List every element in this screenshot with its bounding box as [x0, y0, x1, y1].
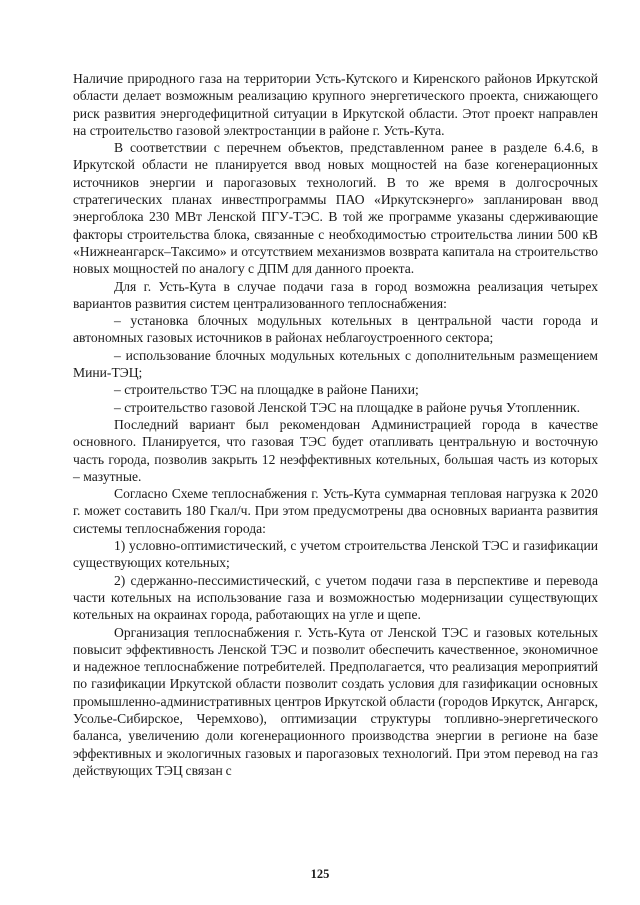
list-item-variant-1: – установка блочных модульных котельных в центральной части города и автономных газовых источников в районах неблагоустроенного сектора; — [73, 313, 598, 346]
list-item-variant-4: – строительство газовой Ленской ТЭС на площадке в районе ручья Утопленник. — [114, 399, 581, 415]
list-item-option-1: 1) условно-оптимистический, с учетом строительства Ленской ТЭС и газификации существующих котельных; — [73, 538, 598, 571]
paragraph-organization: Организация теплоснабжения г. Усть-Кута от Ленской ТЭС и газовых котельных повысит эффективность Ленской ТЭС и позволит обеспечить качественное, экономичное и надежное теплоснабжение потребителей. Предполагается, что реализация мероприятий по газификации Иркутской области позволит создать условия для газификации основных промышленно-административных центров Иркутской области (городов Иркутск, Ангарск, Усолье-Сибирское, Черемхово), оптимизации структуры топливно-энергетического баланса, увеличению доли когенерационного производства энергии в регионе на базе эффективных и экологичных газовых и парогазовых технологий. При этом перевод на газ действующих ТЭЦ связан с — [73, 624, 598, 778]
list-item-variant-3: – строительство ТЭС на площадке в районе Панихи; — [114, 382, 419, 398]
document-body — [73, 70, 598, 779]
paragraph-variants-intro: Для г. Усть-Кута в случае подачи газа в город возможна реализация четырех вариантов развития систем централизованного теплоснабжения: — [73, 278, 598, 311]
paragraph-intro: Наличие природного газа на территории Усть-Кутского и Киренского районов Иркутской области делает возможным реализацию крупного энергетического проекта, снижающего риск развития энергодефицитной ситуации в Иркутской области. Этот проект направлен на строительство газовой электростанции в районе г. Усть-Кута. — [73, 71, 598, 138]
list-item-option-2: 2) сдержанно-пессимистический, с учетом подачи газа в перспективе и перевода части котельных на использование газа и возможностью модернизации существующих котельных на окраинах города, работающих на угле и щепе. — [73, 572, 598, 623]
paragraph-recommended: Последний вариант был рекомендован Администрацией города в качестве основного. Планируется, что газовая ТЭС будет отапливать центральную и восточную часть города, позволив закрыть 12 неэффективных котельных, большая часть из которых – мазутные. — [73, 416, 598, 484]
paragraph-heat-scheme: Согласно Схеме теплоснабжения г. Усть-Кута суммарная тепловая нагрузка к 2020 г. может составить 180 Гкал/ч. При этом предусмотрены два основных варианта развития системы теплоснабжения города: — [73, 486, 598, 536]
page-number: 125 — [310, 867, 330, 881]
list-item-variant-2: – использование блочных модульных котельных с дополнительным размещением Мини-ТЭЦ; — [73, 347, 598, 381]
paragraph-plans: В соответствии с перечнем объектов, представленном ранее в разделе 6.4.6, в Иркутской области не планируется ввод новых мощностей на базе когенерационных источников энергии и парогазовых технологий. В то же время в долгосрочных стратегических планах инвестпрограммы ПАО «Иркутскэнерго» запланирован ввод энергоблока 230 МВт Ленской ПГУ-ТЭС. В той же программе указаны сдерживающие факторы строительства блока, связанные с необходимостью строительства линии 500 кВ «Нижнеангарск–Таксимо» и отсутствием механизмов возврата капитала на строительство новых мощностей по аналогу с ДПМ для данного проекта. — [73, 140, 598, 277]
